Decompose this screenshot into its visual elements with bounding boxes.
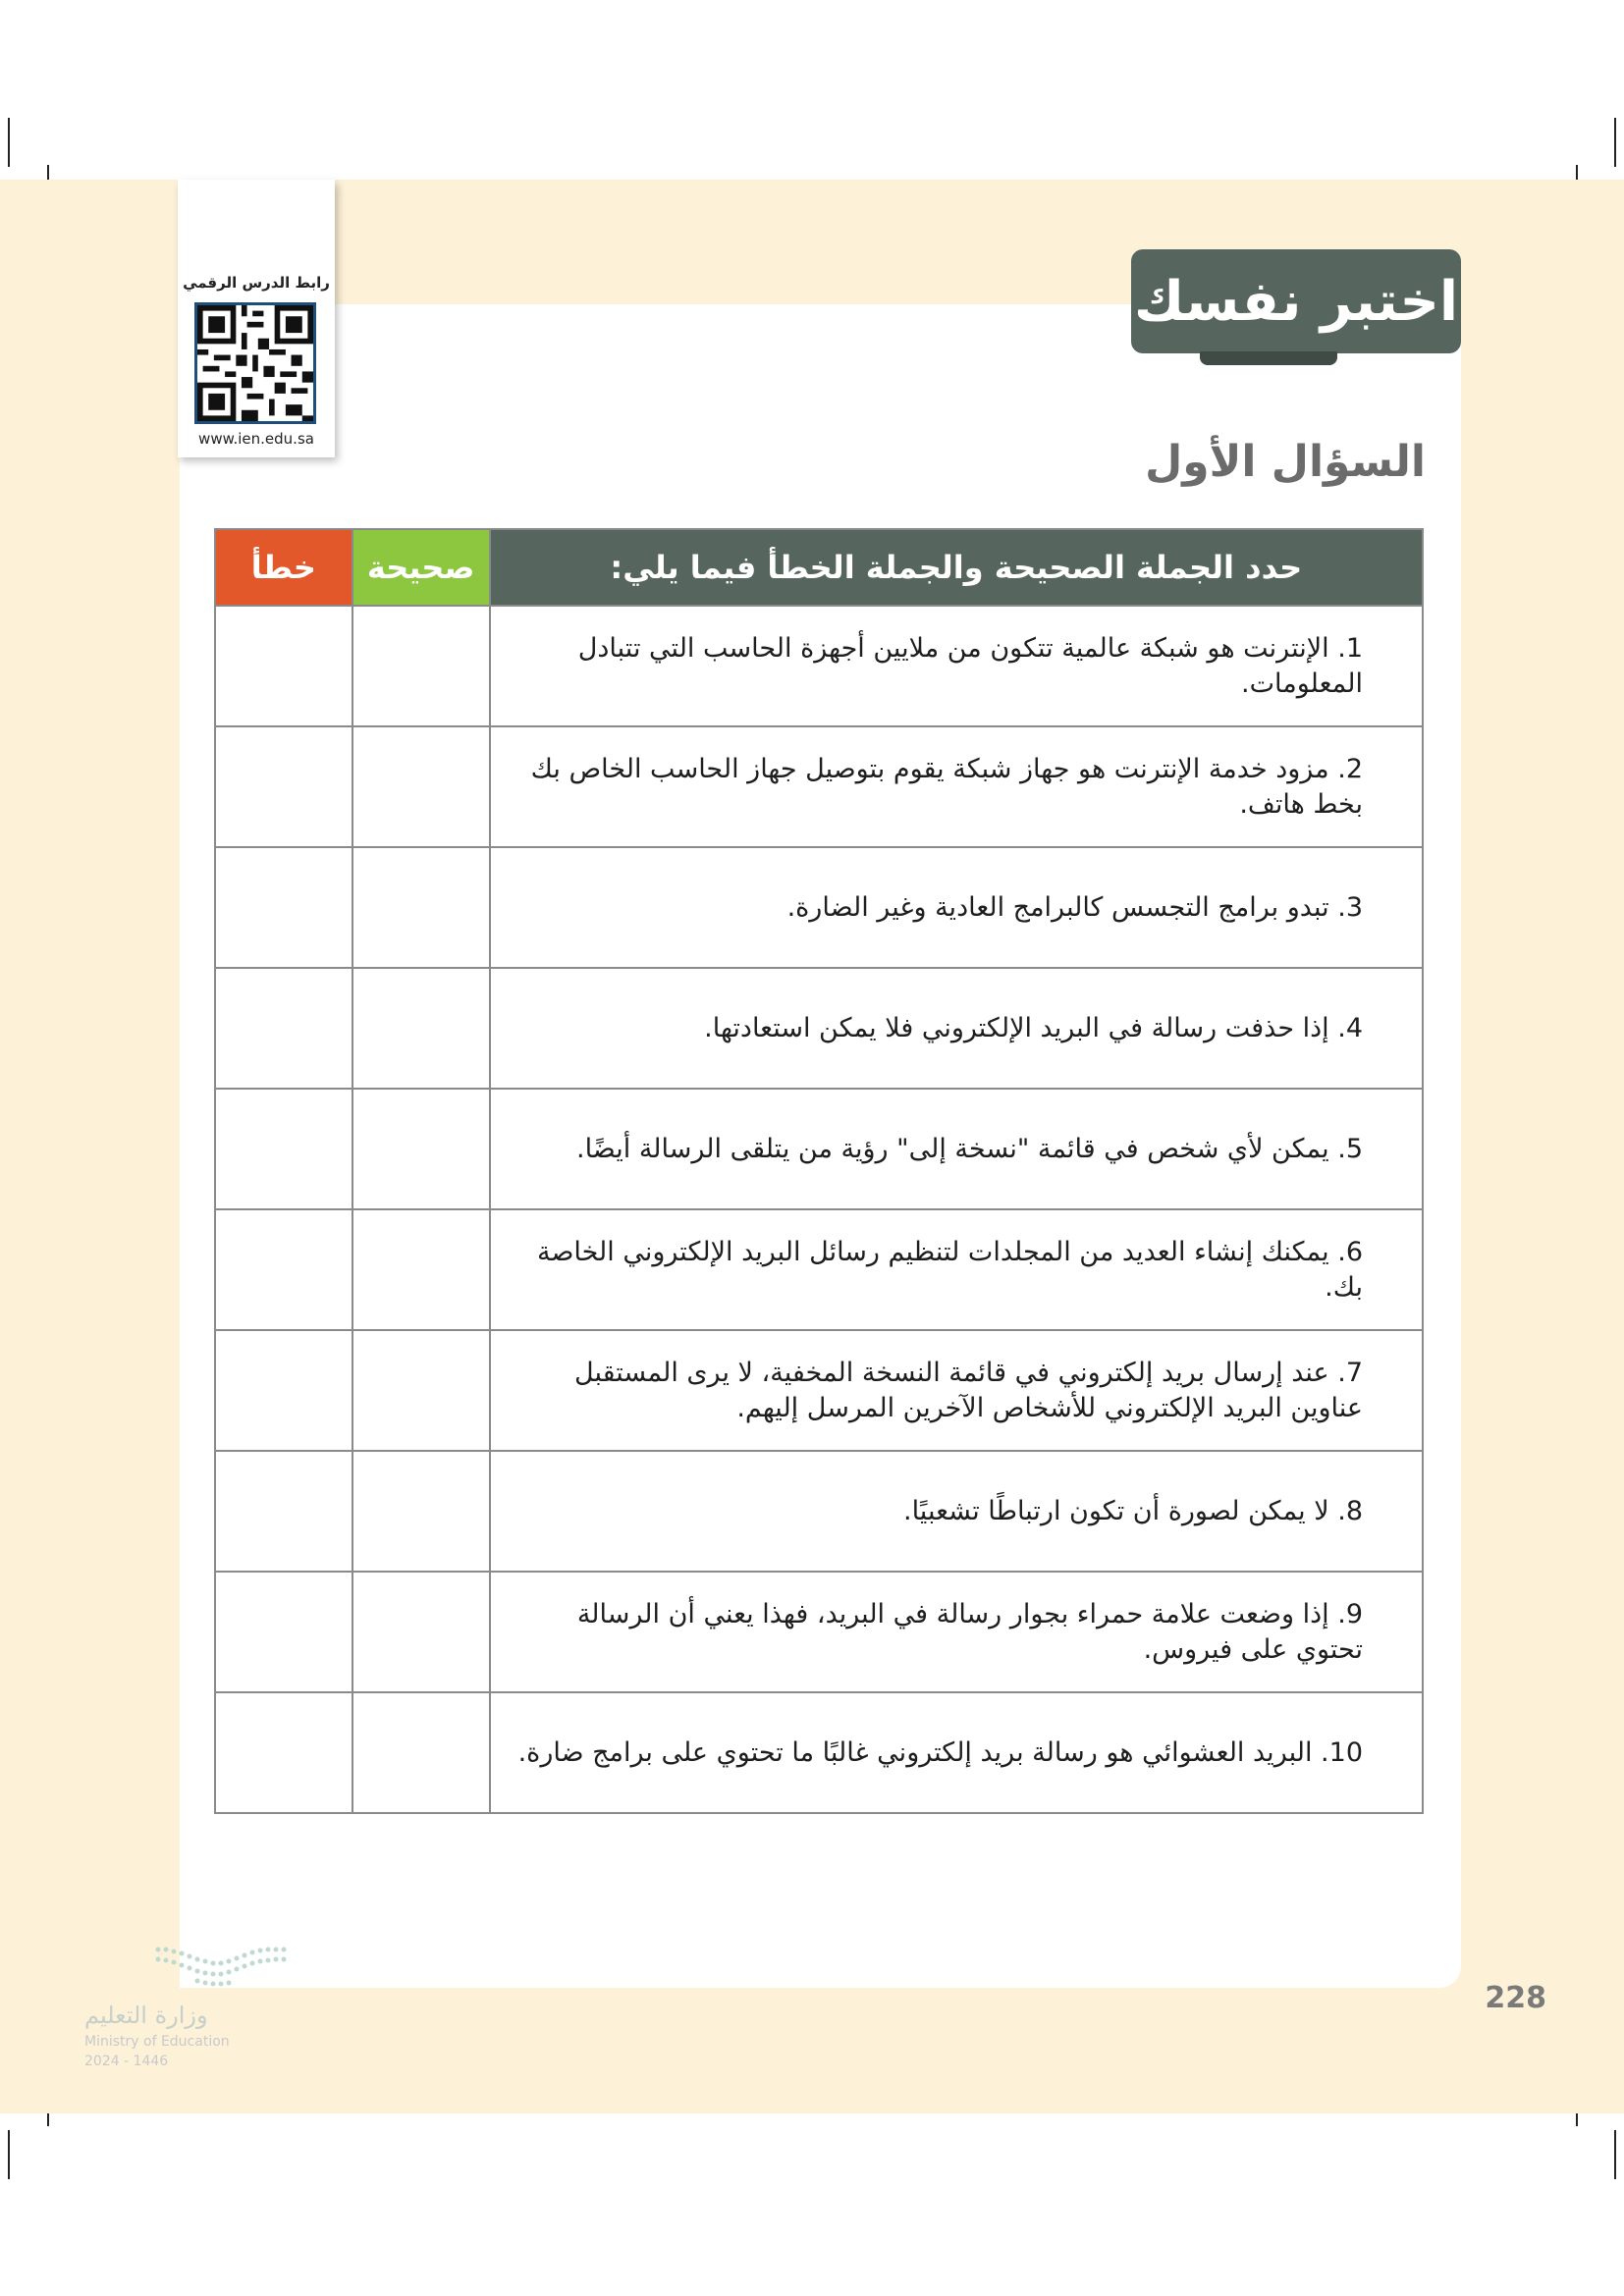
false-column-header: خطأ	[215, 529, 352, 606]
edition-year: 2024 - 1446	[84, 2054, 169, 2069]
question-text: 6. يمكنك إنشاء العديد من المجلدات لتنظيم رسائل البريد الإلكتروني الخاصة بك.	[490, 1209, 1423, 1330]
true-answer-cell[interactable]	[352, 1209, 490, 1330]
qr-code-icon[interactable]	[194, 302, 316, 424]
page-title	[1131, 249, 1461, 353]
question-text: 8. لا يمكن لصورة أن تكون ارتباطًا تشعبيًا.	[490, 1451, 1423, 1572]
qr-label: رابط الدرس الرقمي	[183, 274, 330, 292]
true-column-header: صحيحة	[352, 529, 490, 606]
table-row	[215, 1692, 1423, 1813]
false-answer-cell[interactable]	[215, 1330, 352, 1451]
qr-card[interactable]	[178, 180, 335, 457]
true-false-table	[214, 528, 1424, 1814]
page-title-text: اختبر نفسك	[1133, 269, 1459, 334]
false-answer-cell[interactable]	[215, 1209, 352, 1330]
true-answer-cell[interactable]	[352, 726, 490, 847]
false-answer-cell[interactable]	[215, 847, 352, 968]
question-column-header: حدد الجملة الصحيحة والجملة الخطأ فيما يلي:	[490, 529, 1423, 606]
section-title: السؤال الأول	[1145, 437, 1426, 487]
table-row	[215, 1572, 1423, 1692]
table-row	[215, 726, 1423, 847]
false-answer-cell[interactable]	[215, 1692, 352, 1813]
table-row	[215, 606, 1423, 726]
question-text: 2. مزود خدمة الإنترنت هو جهاز شبكة يقوم بتوصيل جهاز الحاسب الخاص بك بخط هاتف.	[490, 726, 1423, 847]
ministry-name-ar: وزارة التعليم	[84, 2002, 208, 2029]
true-answer-cell[interactable]	[352, 1692, 490, 1813]
true-answer-cell[interactable]	[352, 1330, 490, 1451]
crop-mark	[8, 2130, 10, 2179]
false-answer-cell[interactable]	[215, 726, 352, 847]
crop-mark	[8, 118, 10, 167]
true-answer-cell[interactable]	[352, 968, 490, 1089]
question-text: 4. إذا حذفت رسالة في البريد الإلكتروني فلا يمكن استعادتها.	[490, 968, 1423, 1089]
true-answer-cell[interactable]	[352, 606, 490, 726]
true-answer-cell[interactable]	[352, 1451, 490, 1572]
ministry-logo-icon	[152, 1944, 299, 1991]
table-row	[215, 1330, 1423, 1451]
false-answer-cell[interactable]	[215, 1089, 352, 1209]
false-answer-cell[interactable]	[215, 1572, 352, 1692]
page-number: 228	[1485, 1981, 1546, 2015]
table-row	[215, 1451, 1423, 1572]
question-text: 9. إذا وضعت علامة حمراء بجوار رسالة في البريد، فهذا يعني أن الرسالة تحتوي على فيروس.	[490, 1572, 1423, 1692]
crop-mark	[1614, 118, 1616, 167]
question-text: 3. تبدو برامج التجسس كالبرامج العادية وغير الضارة.	[490, 847, 1423, 968]
title-badge-tab	[1200, 351, 1337, 365]
crop-mark	[1614, 2130, 1616, 2179]
question-text: 10. البريد العشوائي هو رسالة بريد إلكتروني غالبًا ما تحتوي على برامج ضارة.	[490, 1692, 1423, 1813]
false-answer-cell[interactable]	[215, 606, 352, 726]
true-answer-cell[interactable]	[352, 1572, 490, 1692]
question-text: 5. يمكن لأي شخص في قائمة "نسخة إلى" رؤية من يتلقى الرسالة أيضًا.	[490, 1089, 1423, 1209]
true-answer-cell[interactable]	[352, 1089, 490, 1209]
table-row	[215, 1209, 1423, 1330]
qr-url[interactable]: www.ien.edu.sa	[198, 430, 314, 448]
question-text: 1. الإنترنت هو شبكة عالمية تتكون من ملايين أجهزة الحاسب التي تتبادل المعلومات.	[490, 606, 1423, 726]
table-row	[215, 847, 1423, 968]
table-row	[215, 1089, 1423, 1209]
false-answer-cell[interactable]	[215, 968, 352, 1089]
ministry-name-en: Ministry of Education	[84, 2034, 230, 2050]
true-answer-cell[interactable]	[352, 847, 490, 968]
table-header-row	[215, 529, 1423, 606]
false-answer-cell[interactable]	[215, 1451, 352, 1572]
table-row	[215, 968, 1423, 1089]
question-text: 7. عند إرسال بريد إلكتروني في قائمة النسخة المخفية، لا يرى المستقبل عناوين البريد الإلكتروني للأشخاص الآخرين المرسل إليهم.	[490, 1330, 1423, 1451]
